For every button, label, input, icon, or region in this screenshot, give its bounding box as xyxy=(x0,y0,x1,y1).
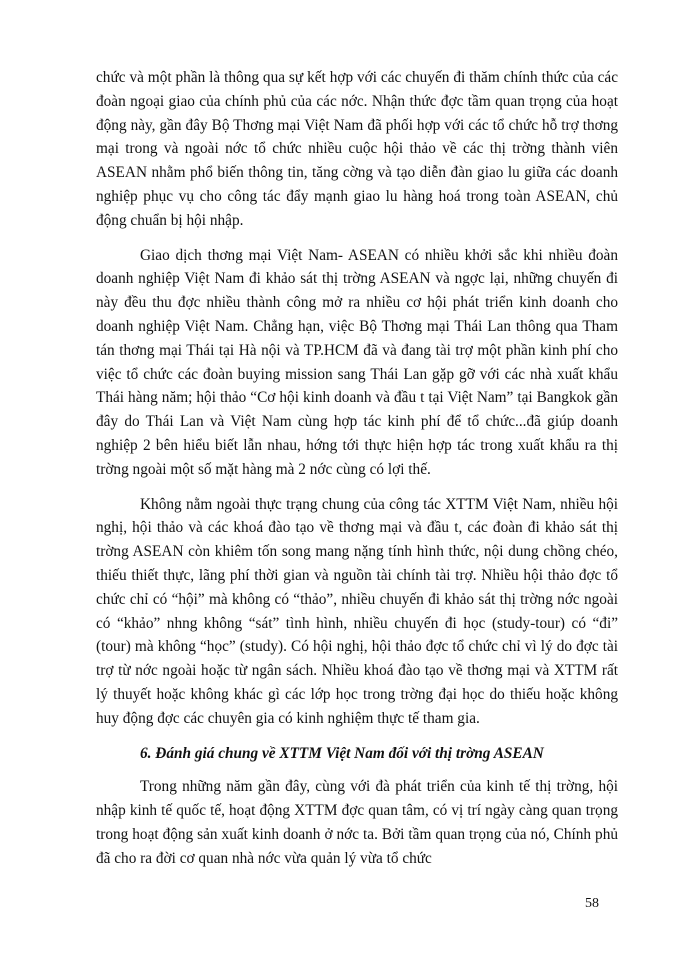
paragraph-3: Không nằm ngoài thực trạng chung của công tác XTTM Việt Nam, nhiều hội nghị, hội thảo và các khoá đào tạo về thơng mại và đầu t, các đoàn đi khảo sát thị trờng ASEAN còn khiêm tốn song mang nặng tính hình thức, nội dung chồng chéo, thiếu thiết thực, lãng phí thời gian và nguồn tài chính tài trợ. Nhiều hội thảo đợc tổ chức chỉ có “hội” mà không có “thảo”, nhiều chuyến đi khảo sát thị trờng nớc ngoài có “khảo” nhng không “sát” tình hình, nhiều chuyến đi học (study-tour) có “đi” (tour) mà không “học” (study). Có hội nghị, hội thảo đợc tổ chức chỉ vì lý do đợc tài trợ từ nớc ngoài hoặc từ ngân sách. Nhiều khoá đào tạo về thơng mại và XTTM rất lý thuyết hoặc không khác gì các lớp học trong trờng đại học do thiếu hoặc không huy động đợc các chuyên gia có kinh nghiệm thực tế tham gia. xyxy=(96,495,618,727)
paragraph-1: chức và một phần là thông qua sự kết hợp với các chuyến đi thăm chính thức của các đoàn ngoại giao của chính phủ của các nớc. Nhận thức đợc tầm quan trọng của hoạt động này, gần đây Bộ Thơng mại Việt Nam đã phối hợp với các tổ chức hỗ trợ thơng mại trong và ngoài nớc tổ chức nhiều cuộc hội thảo về các thị trờng thành viên ASEAN nhằm phổ biến thông tin, tăng cờng và tạo diễn đàn giao lu giữa các doanh nghiệp phục vụ cho công tác đẩy mạnh giao lu hàng hoá trong toàn ASEAN, chủ động chuẩn bị hội nhập. xyxy=(96,69,618,229)
section-heading: 6. Đánh giá chung về XTTM Việt Nam đối với thị trờng ASEAN xyxy=(140,744,544,762)
page-number: 58 xyxy=(585,896,599,911)
paragraph-4: Trong những năm gần đây, cùng với đà phát triển của kinh tế thị trờng, hội nhập kinh tế quốc tế, hoạt động XTTM đợc quan tâm, có vị trí ngày càng quan trọng trong hoạt động sản xuất kinh doanh ở nớc ta. Bởi tầm quan trọng của nó, Chính phủ đã cho ra đời cơ quan nhà nớc vừa quản lý vừa tổ chức xyxy=(96,778,618,867)
paragraph-2: Giao dịch thơng mại Việt Nam- ASEAN có nhiều khởi sắc khi nhiều đoàn doanh nghiệp Việt Nam đi khảo sát thị trờng ASEAN và ngợc lại, những chuyến đi này đều thu đợc nhiều thành công mở ra nhiều cơ hội phát triển kinh doanh cho doanh nghiệp Việt Nam. Chẳng hạn, việc Bộ Thơng mại Thái Lan thông qua Tham tán thơng mại Thái tại Hà nội và TP.HCM đã và đang tài trợ một phần kinh phí cho việc tổ chức các đoàn buying mission sang Thái Lan gặp gỡ với các nhà xuất khẩu Thái hàng năm; hội thảo “Cơ hội kinh doanh và đầu t tại Việt Nam” tại Bangkok gần đây do Thái Lan và Việt Nam cùng hợp tác kinh phí để tổ chức...đã giúp doanh nghiệp 2 bên hiểu biết lẫn nhau, hớng tới thực hiện hợp tác trong xuất khẩu ra thị trờng ngoài một số mặt hàng mà 2 nớc cùng có lợi thế. xyxy=(96,246,618,478)
page-body xyxy=(96,66,618,882)
